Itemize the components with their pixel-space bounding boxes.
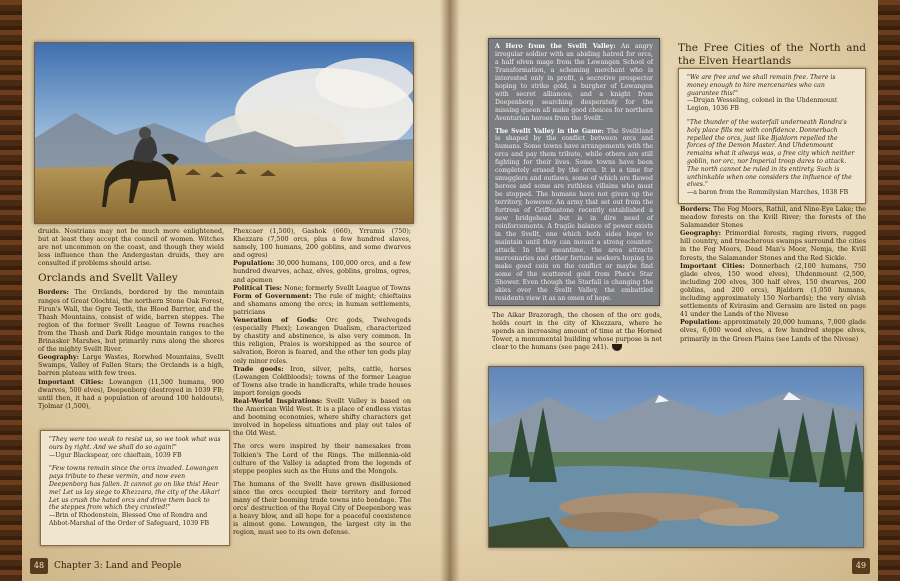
borders-label: Borders: bbox=[38, 288, 69, 297]
cities-continued: Phexcaer (1,500), Gashok (660), Yrramis (750); Khezzara (7,500 orcs, plus a few hundred slaves, namely, 100 humans, 200 goblins, and some dwarves and ogres) bbox=[233, 227, 411, 260]
sidebar-hero-label: A Hero from the Svellt Valley: bbox=[495, 43, 616, 50]
caption-aikar bbox=[492, 311, 662, 351]
sidebar-game-label: The Svellt Valley in the Game: bbox=[495, 127, 604, 135]
r-cities-label: Important Cities: bbox=[680, 261, 745, 270]
r-borders-entry bbox=[680, 205, 866, 229]
torn-edge-left bbox=[0, 0, 22, 581]
chapter-title: Chapter 3: Land and People bbox=[54, 561, 182, 571]
inspirations-label: Real-World Inspirations: bbox=[233, 396, 323, 405]
r-borders-text: The Fog Moors, Rathil, and Nine-Eye Lake; the meadow forests on the Kvill River; the forests of the Salamander Stones bbox=[680, 205, 866, 230]
quote-box-left bbox=[40, 430, 230, 546]
left-column-1 bbox=[38, 227, 224, 410]
quote-drujan: "We are free and we shall remain free. There is money enough to hire mercenaries who can guarantee this!" bbox=[687, 74, 836, 97]
population-entry bbox=[233, 259, 411, 283]
r-population-entry bbox=[680, 318, 866, 342]
r-cities-text: Donnerbach (2,100 humans, 750 glade elves, 150 wood elves), Uhdenmount (2,500, including 200 elves, 300 half elves, 150 dwarves, 200 goblins, and 200 orcs), Bjaldorn (1,050 humans, including approximately 150 Norbards); the very elvish settlements of Kvirasim and Gerasim are listed on page 41 under the Lands of the Nivese bbox=[680, 261, 866, 319]
quote-ugur: "They were too weak to resist us, so we took what was ours by right. And we shall do so again!" bbox=[49, 436, 221, 451]
r-cities-entry bbox=[680, 262, 866, 319]
illustration-forest-river bbox=[488, 366, 864, 548]
quote-drujan-attribution: —Drujan Wesseling, colonel in the Uhdenmount Legion, 1036 FB bbox=[687, 97, 838, 113]
left-column-2 bbox=[233, 227, 411, 541]
section-heading-orclands: Orclands and Svellt Valley bbox=[38, 272, 178, 285]
r-geography-label: Geography: bbox=[680, 229, 721, 238]
orcs-paragraph: The orcs were inspired by their namesakes from Tolkien's The Lord of the Rings. The millennia-old culture of the Valley is adapted from the legends of steppe peoples such as the Huns and the Mongols. bbox=[233, 442, 411, 475]
quote-brin-attribution: —Brin of Rhodenstein, Blessed One of Rondra and Abbot-Marshal of the Order of Safeguard, 1039 FB bbox=[49, 512, 210, 527]
veneration-label: Veneration of Gods: bbox=[233, 316, 318, 325]
torn-edge-right bbox=[878, 0, 900, 581]
quote-baron-attribution: —a baron from the Rommilysian Marches, 1038 FB bbox=[687, 189, 849, 197]
quote-box-right bbox=[678, 68, 866, 204]
sidebar-svellt-hero bbox=[488, 38, 660, 306]
quote-baron: "The thunder of the waterfall underneath Rondra's holy place fills me with confidence. Donnerbach repelled the orcs, just like Bjaldorn repelled the forces of the Demon Master. And Uhdenmount remains what it always was, a free city which neither goblin, nor orc, nor Imperial troop dares to attack. The north cannot be ruled in its entirety. Such is unthinkable when one considers the influence of the elves." bbox=[687, 118, 855, 189]
veneration-entry bbox=[233, 316, 411, 365]
page-number-right: 49 bbox=[852, 558, 870, 574]
right-column-2-body bbox=[680, 205, 866, 343]
cities-label: Important Cities: bbox=[38, 377, 104, 386]
book-gutter bbox=[440, 0, 460, 581]
geography-label: Geography: bbox=[38, 353, 79, 362]
geography-text: Large Wastes, Rorwhed Mountains, Svellt Swamps, Valley of Fallen Stars; the Orclands is a high, barren plateau with few trees. bbox=[38, 353, 224, 378]
ties-label: Political Ties: bbox=[233, 283, 283, 292]
sidebar-game-text: The Svelltland is shaped by the conflict between orcs and humans. Some towns have arrangements with the orcs and pay them tribute, while others are still fighting for their lives. Some towns have been completely erased by the orcs. It is a time for smugglers and outlaws, some of which are flawed heroes and some are ruthless villains who must be stopped. The humans have not given up the territory, however. An army that set out from the fortress of Griffonstone recently established a new bridgehead but is in dire need of reinforcements. A fragile balance of power exists in the Svellt, one which both sides hope to maintain until they can mount a strong counter-attack. In the meantime, the area attracts mercenaries and other fortune seekers hoping to make good coin on the conflict or maybe find some of the scattered gold from Phex's Star Shower. Even though the Starfall is changing the skies over the Svellt Valley, the embattled residents view it as an omen of hope. bbox=[495, 127, 653, 302]
inspirations-entry bbox=[233, 397, 411, 437]
folio-left bbox=[30, 557, 181, 575]
illustration-rider-on-steppe bbox=[34, 42, 414, 224]
government-label: Form of Government: bbox=[233, 291, 312, 300]
inspirations-text: Svellt Valley is based on the American Wild West. It is a place of endless vistas and booming economies, where shifty characters get involved in hopeless situations and play out tales of the Old West. bbox=[233, 396, 411, 438]
trade-text: Iron, silver, pelts, cattle, horses (Lowangen Coldbloods); towns of the former League of Towns also trade in handicrafts, while trade houses import foreign goods bbox=[233, 364, 411, 397]
trade-entry bbox=[233, 365, 411, 397]
sidebar-hero-text: An angry irregular soldier with an abiding hatred for orcs, a half elven mage from the Lowangen School of Transformation, a scheming merchant who is interested only in profit, a secretive prospector hoping to strike gold, a burgher of Lowangen with secret alliances, and a knight from Deepenborg searching desperately for the missing queen all make good choices for northern Aventurian heroes from the Svellt. bbox=[495, 43, 654, 122]
sidebar-game-entry bbox=[495, 128, 653, 303]
r-geography-entry bbox=[680, 229, 866, 261]
section-heading-free-cities: The Free Cities of the North and the Elven Heartlands bbox=[678, 42, 866, 67]
right-column-2 bbox=[678, 38, 866, 71]
geography-entry bbox=[38, 353, 224, 377]
quote-brin: "Few towns remain since the orcs invaded. Lowangen pays tribute to these vermin, and now even Deepenborg has fallen. It cannot go on like this! Hear me! Let us lay siege to Khezzara, the city of the Aikar! Let us crush the hated orcs and drive them back to the steppes from which they crawled!" bbox=[49, 465, 221, 512]
intro-paragraph: druids. Nostrians may not be much more enlightened, but at least they accept the council of women. Witches are not uncommon on the coast, and though they wield less influence than the Andergastan druids, they are consulted if problems should arise. bbox=[38, 227, 224, 268]
humans-paragraph: The humans of the Svellt have grown disillusioned since the orcs occupied their territory and forced many of their booming trade towns into bondage. The orcs' destruction of the Royal City of Deepenborg was a heavy blow, and all hope for a peaceful coexistence is almost gone. Lowangen, the largest city in the region, must see to its own defense. bbox=[233, 479, 411, 537]
borders-entry bbox=[38, 288, 224, 353]
folio-right bbox=[852, 557, 870, 575]
r-geography-text: Primordial forests, raging rivers, rugged hill country, and treacherous swamps surround the cities in the Fog Moors, Dead Man's Moor, Nemja, the Kvill forests, the Salamander Stones and the Red Sickle. bbox=[680, 229, 866, 262]
r-borders-label: Borders: bbox=[680, 205, 711, 213]
orc-shield-icon bbox=[612, 344, 622, 351]
ties-entry bbox=[233, 284, 411, 292]
population-text: 30,000 humans, 100,000 orcs, and a few hundred dwarves, achaz, elves, goblins, grolms, ogres, and apemen bbox=[233, 259, 411, 284]
r-population-text: approximately 20,000 humans, 7,000 glade elves, 6,000 wood elves, a few hundred steppe elves, primarily in the Green Plains (see Lands of the Nivese) bbox=[680, 318, 866, 343]
sidebar-hero-entry bbox=[495, 43, 653, 123]
cities-text: Lowangen (11,500 humans, 900 dwarves, 500 elves), Deepenborg (destroyed in 1039 FB; until then, it had a population of around 100 holdouts), Tjolmar (1,500), bbox=[38, 377, 224, 410]
veneration-text: Orc gods, Twelvegods (especially Phex); Lowangen Dualism, characterized by chastity and abstinence, is also very common. In this religion, Praios is worshipped as the source of salvation, Boron is feared, and the other ten gods play only minor roles. bbox=[233, 316, 411, 365]
government-entry bbox=[233, 292, 411, 316]
government-text: The rule of might; chieftains and shamans among the orcs; in human settlements, patricians bbox=[233, 291, 411, 316]
page-number-left: 48 bbox=[30, 558, 48, 574]
ties-text: None; formerly Svellt League of Towns bbox=[284, 283, 411, 292]
cities-entry bbox=[38, 378, 224, 410]
trade-label: Trade goods: bbox=[233, 364, 284, 373]
quote-ugur-attribution: —Ugur Blackspear, orc chieftain, 1039 FB bbox=[49, 451, 182, 459]
borders-text: The Orclands, bordered by the mountain ranges of Great Olochtai, the northern Stone Oak Forest, Firun's Wall, the Ogre Teeth, the Blood Barrier, and the Thash Mountains, consist of wide, barren steppes. The region of the former Svellt League of Towns reaches from the Thash and Dark Ridge mountain ranges to the Brinasker Marshes, but primarily runs along the shores of the mighty Svellt River. bbox=[38, 288, 224, 354]
population-label: Population: bbox=[233, 259, 275, 268]
caption-text: The Aikar Brazoragh, the chosen of the orc gods, holds court in the city of Khezzara, where he spends an increasing amount of time at the Horned Tower, a monumental building whose purpose is not clear to the humans (see page 241). bbox=[492, 311, 662, 352]
r-population-label: Population: bbox=[680, 318, 722, 327]
